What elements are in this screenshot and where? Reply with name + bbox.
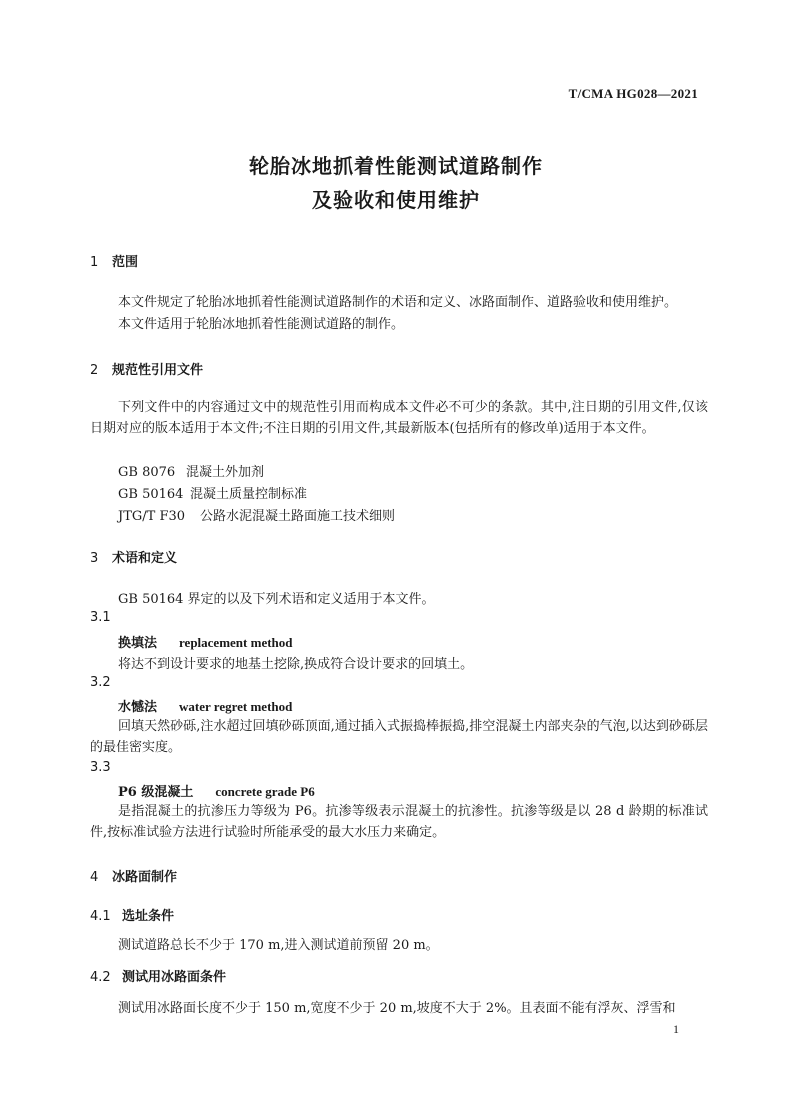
standard-code: T/CMA HG028—2021 bbox=[568, 86, 698, 101]
section-title: 冰路面制作 bbox=[112, 870, 178, 885]
paragraph: GB 50164 界定的以及下列术语和定义适用于本文件。 bbox=[118, 592, 435, 607]
subsection-number: 4.1 bbox=[90, 909, 111, 924]
term-zh: P6 级混凝土 bbox=[118, 785, 194, 800]
page-number: 1 bbox=[673, 1022, 679, 1036]
section-title: 规范性引用文件 bbox=[112, 363, 204, 378]
paragraph: 测试用冰路面长度不少于 150 m,宽度不少于 20 m,坡度不大于 2%。且表面不能有浮灰、浮雪和 bbox=[118, 1001, 676, 1016]
section-heading-scope bbox=[90, 251, 138, 270]
document-title-line1: 轮胎冰地抓着性能测试道路制作 bbox=[249, 154, 543, 178]
section-title: 术语和定义 bbox=[112, 551, 178, 566]
subsection-title: 测试用冰路面条件 bbox=[122, 970, 227, 985]
term-en: replacement method bbox=[179, 635, 293, 650]
term-entry bbox=[118, 781, 315, 800]
section-number: 4 bbox=[90, 870, 99, 885]
subsection-title: 选址条件 bbox=[122, 909, 175, 924]
reference-name: 混凝土质量控制标准 bbox=[190, 487, 308, 502]
reference-code: GB 8076 bbox=[118, 465, 176, 480]
term-en: concrete grade P6 bbox=[215, 784, 315, 799]
term-entry bbox=[118, 632, 293, 651]
term-entry bbox=[118, 696, 292, 715]
section-heading-ice-road bbox=[90, 866, 177, 885]
reference-code: JTG/T F30 bbox=[118, 509, 186, 524]
reference-item bbox=[118, 483, 307, 502]
paragraph: 本文件适用于轮胎冰地抓着性能测试道路的制作。 bbox=[118, 317, 405, 332]
clause-number: 3.2 bbox=[90, 675, 111, 690]
reference-name: 混凝土外加剂 bbox=[186, 465, 265, 480]
term-definition: 回填天然砂砾,注水超过回填砂砾顶面,通过插入式振捣棒振捣,排空混凝土内部夹杂的气泡,以达到砂砾层的最佳密实度。 bbox=[90, 719, 708, 755]
paragraph: 下列文件中的内容通过文中的规范性引用而构成本文件必不可少的条款。其中,注日期的引用文件,仅该日期对应的版本适用于本文件;不注日期的引用文件,其最新版本(包括所有的修改单)适用于本文件。 bbox=[90, 400, 708, 436]
clause-number: 3.3 bbox=[90, 760, 111, 775]
reference-item bbox=[118, 505, 395, 524]
term-zh: 水憾法 bbox=[118, 700, 158, 715]
reference-item bbox=[118, 461, 264, 480]
term-en: water regret method bbox=[179, 699, 293, 714]
term-definition: 将达不到设计要求的地基土挖除,换成符合设计要求的回填土。 bbox=[118, 657, 474, 672]
term-zh: 换填法 bbox=[118, 636, 158, 651]
paragraph: 测试道路总长不少于 170 m,进入测试道前预留 20 m。 bbox=[118, 938, 439, 953]
reference-code: GB 50164 bbox=[118, 487, 184, 502]
document-title-line2: 及验收和使用维护 bbox=[312, 188, 480, 212]
section-number: 1 bbox=[90, 255, 99, 270]
section-title: 范围 bbox=[112, 255, 139, 270]
subsection-number: 4.2 bbox=[90, 970, 111, 985]
subsection-heading-site bbox=[90, 905, 174, 924]
term-definition: 是指混凝土的抗渗压力等级为 P6。抗渗等级表示混凝土的抗渗性。抗渗等级是以 28 d 龄期的标准试件,按标准试验方法进行试验时所能承受的最大水压力来确定。 bbox=[90, 804, 708, 840]
section-number: 2 bbox=[90, 363, 99, 378]
section-heading-terms bbox=[90, 547, 177, 566]
section-heading-normative-references bbox=[90, 359, 203, 378]
subsection-heading-ice-surface bbox=[90, 966, 226, 985]
reference-name: 公路水泥混凝土路面施工技术细则 bbox=[200, 509, 396, 524]
section-number: 3 bbox=[90, 551, 99, 566]
paragraph: 本文件规定了轮胎冰地抓着性能测试道路制作的术语和定义、冰路面制作、道路验收和使用维护。 bbox=[118, 295, 678, 310]
clause-number: 3.1 bbox=[90, 610, 111, 625]
